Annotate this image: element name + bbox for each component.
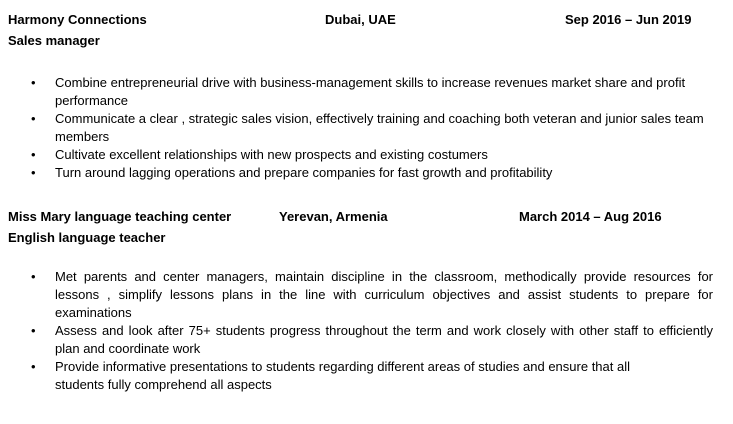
- job-1-bullet-list: [5, 74, 715, 182]
- bullet-text: Cultivate excellent relationships with new prospects and existing costumers: [55, 147, 488, 162]
- job-2-bullet-list: [5, 268, 713, 394]
- job-2-location: Yerevan, Armenia: [279, 209, 388, 224]
- list-item: [5, 164, 715, 182]
- job-2-title: English language teacher: [8, 230, 166, 245]
- bullet-text: Met parents and center managers, maintain discipline in the classroom, methodically provide resources for lessons , simplify lessons plans in the line with curriculum objectives and assist students to prepare for examinations: [55, 269, 713, 320]
- bullet-icon: •: [31, 75, 36, 90]
- job-2-company: Miss Mary language teaching center: [8, 209, 232, 224]
- bullet-icon: •: [31, 111, 36, 126]
- bullet-text: Assess and look after 75+ students progress throughout the term and work closely with other staff to efficiently plan and coordinate work: [55, 323, 713, 356]
- list-item: [5, 268, 713, 322]
- list-item: [5, 74, 715, 110]
- job-1-company: Harmony Connections: [8, 12, 147, 27]
- bullet-text: Communicate a clear , strategic sales vision, effectively training and coaching both veteran and junior sales team members: [55, 111, 704, 144]
- job-1-location: Dubai, UAE: [325, 12, 396, 27]
- bullet-icon: •: [31, 147, 36, 162]
- bullet-icon: •: [31, 323, 36, 338]
- list-item: [5, 322, 713, 358]
- job-2-dates: March 2014 – Aug 2016: [519, 209, 662, 224]
- bullet-icon: •: [31, 165, 36, 180]
- list-item: [5, 110, 715, 146]
- bullet-icon: •: [31, 359, 36, 374]
- list-item: [5, 146, 715, 164]
- bullet-icon: •: [31, 269, 36, 284]
- bullet-text: Provide informative presentations to students regarding different areas of studies and ensure that all students fully comprehend all aspects: [55, 359, 630, 392]
- bullet-text: Turn around lagging operations and prepare companies for fast growth and profitability: [55, 165, 553, 180]
- job-1-title: Sales manager: [8, 33, 100, 48]
- list-item: [5, 358, 713, 394]
- bullet-text: Combine entrepreneurial drive with business-management skills to increase revenues market share and profit performance: [55, 75, 686, 108]
- job-1-dates: Sep 2016 – Jun 2019: [565, 12, 692, 27]
